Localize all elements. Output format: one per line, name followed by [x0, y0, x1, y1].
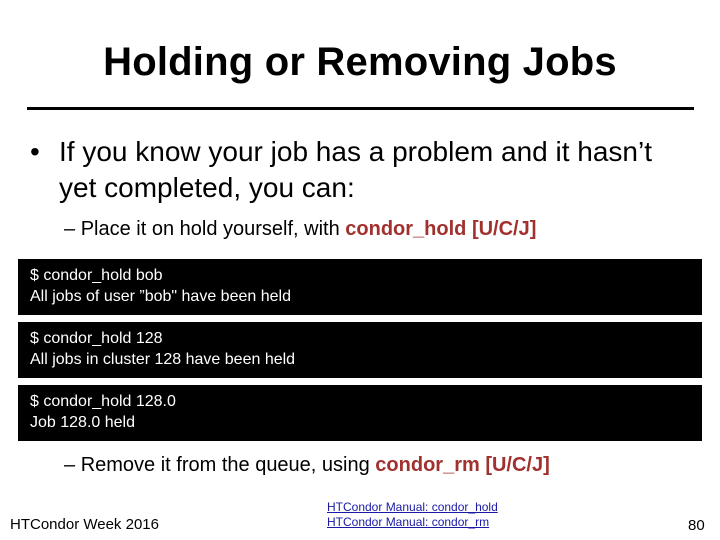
terminal-block [18, 322, 702, 378]
terminal-output: All jobs of user ”bob" have been held [30, 288, 291, 305]
sub-dash: – [64, 218, 76, 240]
manual-link-condor-rm[interactable]: HTCondor Manual: condor_rm [327, 515, 490, 529]
terminal-output: All jobs in cluster 128 have been held [30, 351, 296, 368]
command-highlight: condor_hold [U/C/J] [345, 218, 537, 240]
manual-link-condor-hold[interactable]: HTCondor Manual: condor_hold [327, 500, 498, 514]
sub-dash: – [64, 454, 76, 476]
title-divider [27, 107, 694, 110]
terminal-block [18, 385, 702, 441]
bullet-mark: • [30, 136, 40, 167]
terminal-output: Job 128.0 held [30, 414, 135, 431]
sub-bullet-text: Remove it from the queue, using [80, 454, 376, 476]
terminal-command: $ condor_hold 128.0 [30, 393, 176, 410]
terminal-command: $ condor_hold 128 [30, 330, 163, 347]
page-number: 80 [688, 517, 705, 534]
bullet-text: If you know your job has a problem and it hasn’t yet completed, you can: [59, 136, 653, 203]
command-highlight: condor_rm [U/C/J] [375, 454, 550, 476]
slide-title: Holding or Removing Jobs [103, 40, 617, 84]
terminal-command: $ condor_hold bob [30, 267, 163, 284]
footer-event: HTCondor Week 2016 [10, 516, 159, 533]
terminal-block [18, 259, 702, 315]
footer-links [327, 500, 498, 530]
sub-bullet-text: Place it on hold yourself, with [80, 218, 346, 240]
sub-bullet-remove [64, 452, 550, 478]
sub-bullet-hold [64, 216, 536, 242]
